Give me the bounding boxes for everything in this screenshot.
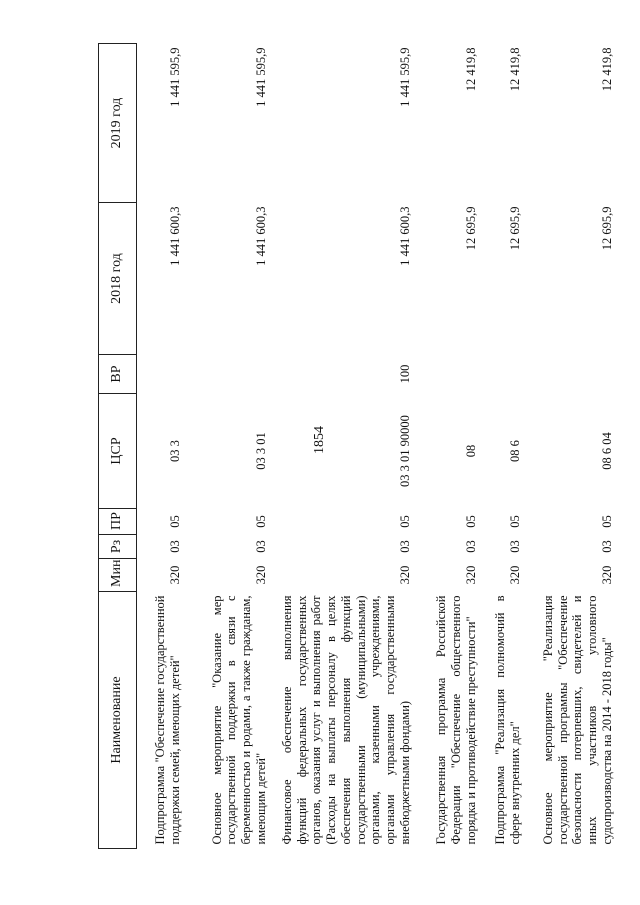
header-csr: ЦСР [99,394,137,509]
row-2019: 12 419,8 [507,47,522,92]
row-pr: 05 [507,515,522,528]
row-vr [137,355,185,394]
row-min: 320 [167,565,182,585]
table-header-row [99,44,137,849]
row-csr: 03 3 01 [253,432,268,470]
row-2018: 12 695,9 [463,206,478,251]
row-pr: 05 [167,515,182,528]
row-pr: 05 [397,515,412,528]
header-min: Мин [99,559,137,592]
row-csr: 08 6 [507,440,522,462]
row-name: Государственная программа Российской Федерации "Обеспечение общественного порядка и противодействие преступности" [434,595,478,845]
row-2018: 1 441 600,3 [167,206,182,266]
row-name: Основное мероприятие "Реализация государственной программы "Обеспечение безопасности потерпевших, свидетелей и иных участников уголовного судопроизводства на 2014 - 2018 годы" [540,595,614,845]
table-row [525,44,617,849]
row-vr [525,355,617,394]
row-pr: 05 [253,515,268,528]
row-2019: 1 441 595,9 [253,47,268,107]
header-rz: Рз [99,535,137,559]
row-2018: 12 695,9 [599,206,614,251]
rotated-page-content [98,44,614,849]
row-vr [185,355,271,394]
header-2018: 2018 год [99,203,137,355]
row-2019: 12 419,8 [463,47,478,92]
row-name: Подпрограмма "Обеспечение государственной поддержки семей, имеющих детей" [153,595,182,845]
row-rz: 03 [167,540,182,553]
row-2018: 1 441 600,3 [397,206,412,266]
row-min: 320 [507,565,522,585]
row-rz: 03 [463,540,478,553]
table-row [185,44,271,849]
row-rz: 03 [397,540,412,553]
row-csr: 08 6 04 [599,432,614,470]
row-vr [481,355,525,394]
table-row [137,44,185,849]
row-csr: 08 [463,444,478,458]
header-2019: 2019 год [99,44,137,203]
row-min: 320 [253,565,268,585]
row-rz: 03 [507,540,522,553]
row-min: 320 [599,565,614,585]
header-pr: ПР [99,509,137,535]
row-2019: 1 441 595,9 [397,47,412,107]
row-pr: 05 [599,515,614,528]
row-2019: 12 419,8 [599,47,614,92]
table-row [271,44,415,849]
row-pr: 05 [463,515,478,528]
row-2018: 1 441 600,3 [253,206,268,266]
row-vr [415,355,481,394]
row-2019: 1 441 595,9 [167,47,182,107]
row-min: 320 [397,565,412,585]
row-2018: 12 695,9 [507,206,522,251]
row-name: Финансовое обеспечение выполнения функций федеральных государственных органов, оказания услуг и выполнения работ (Расходы на выплаты персоналу в целях обеспечения выполнения функций государственными (муниципальными) органами, казенными учреждениями, органами управления государственными внебюджетными фондами) [279,595,412,845]
table-row [481,44,525,849]
table-row [415,44,481,849]
budget-table [98,43,617,849]
row-csr: 03 3 [167,440,182,462]
header-name: Наименование [99,592,137,849]
row-name: Основное мероприятие "Оказание мер государственной поддержки в связи с беременностью и родами, а также гражданам, имеющим детей" [209,595,268,845]
row-rz: 03 [599,540,614,553]
row-vr: 100 [397,364,412,384]
row-rz: 03 [253,540,268,553]
page-number: 1854 [312,426,327,454]
header-vr: ВР [99,355,137,394]
row-name: Подпрограмма "Реализация полномочий в сфере внутренних дел" [493,595,522,845]
row-csr: 03 3 01 90000 [397,415,412,487]
row-min: 320 [463,565,478,585]
